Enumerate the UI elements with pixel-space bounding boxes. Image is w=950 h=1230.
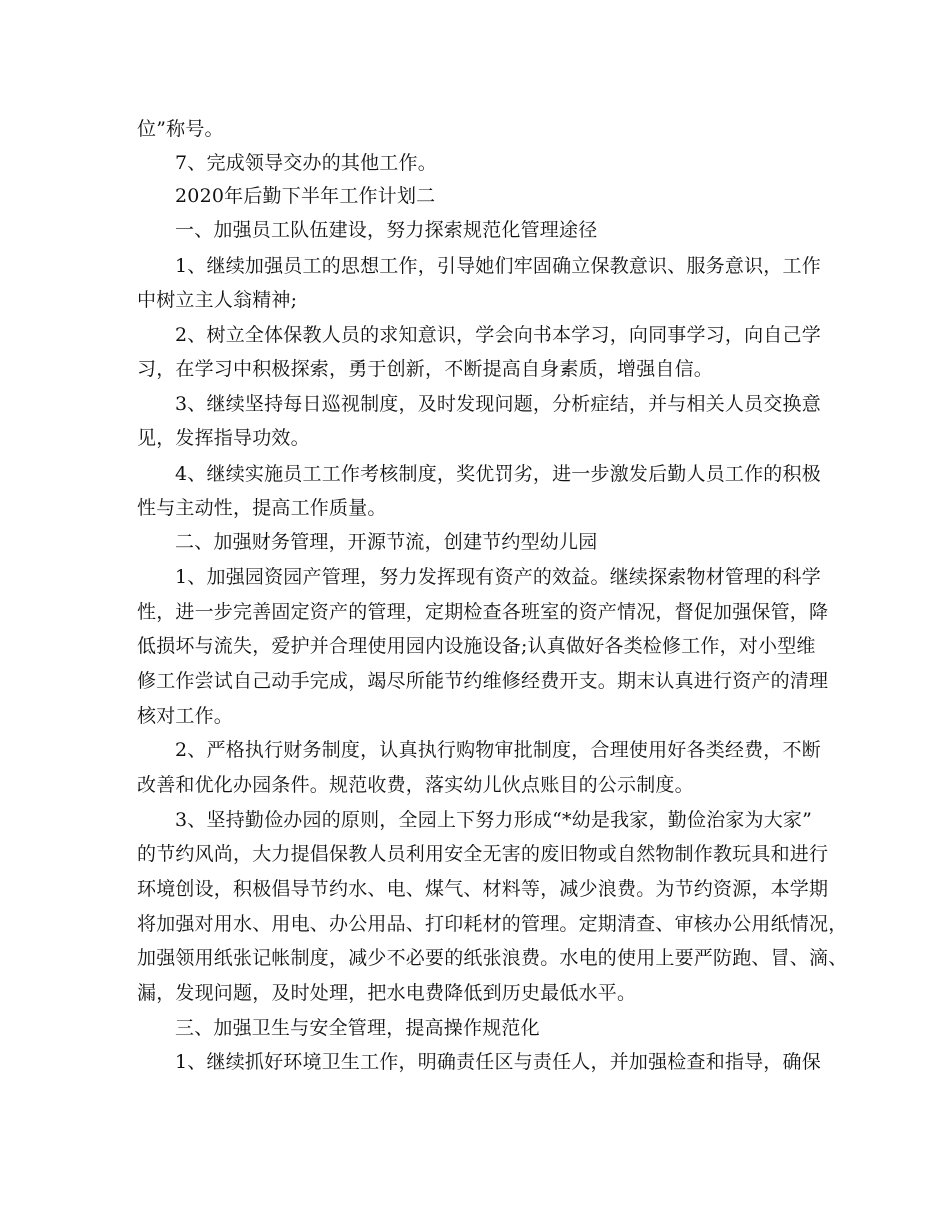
paragraph-line: 修工作尝试自己动手完成，竭尽所能节约维修经费开支。期末认真进行资产的清理 <box>137 670 829 692</box>
paragraph-line: 1、加强园资园产管理，努力发挥现有资产的效益。继续探索物材管理的科学 <box>175 566 821 588</box>
paragraph-line: 漏，发现问题，及时处理，把水电费降低到历史最低水平。 <box>137 982 637 1004</box>
paragraph-line: 改善和优化办园条件。规范收费，落实幼儿伙点账目的公示制度。 <box>137 774 694 796</box>
paragraph-line: 3、继续坚持每日巡视制度，及时发现问题，分析症结，并与相关人员交换意 <box>175 393 821 415</box>
paragraph-line: 性与主动性，提高工作质量。 <box>137 497 387 519</box>
section-heading: 二、加强财务管理，开源节流，创建节约型幼儿园 <box>175 531 598 553</box>
section-title: 2020年后勤下半年工作计划二 <box>175 185 436 207</box>
paragraph-line: 2、树立全体保教人员的求知意识，学会向书本学习，向同事学习，向自己学 <box>175 324 821 346</box>
paragraph-line: 1、继续加强员工的思想工作，引导她们牢固确立保教意识、服务意识，工作 <box>175 255 821 277</box>
paragraph-line: 见，发挥指导功效。 <box>137 427 310 449</box>
paragraph-line: 环境创设，积极倡导节约水、电、煤气、材料等，减少浪费。为节约资源，本学期 <box>137 878 829 900</box>
paragraph-line: 中树立主人翁精神; <box>137 289 298 311</box>
section-heading: 一、加强员工队伍建设，努力探索规范化管理途径 <box>175 219 598 241</box>
text-line: 位”称号。 <box>137 118 224 140</box>
paragraph-line: 性，进一步完善固定资产的管理，定期检查各班室的资产情况，督促加强保管，降 <box>137 601 829 623</box>
paragraph-line: 将加强对用水、用电、办公用品、打印耗材的管理。定期清查、审核办公用纸情况， <box>137 913 848 935</box>
paragraph-line: 4、继续实施员工工作考核制度，奖优罚劣，进一步激发后勤人员工作的积极 <box>175 463 821 485</box>
paragraph-line: 加强领用纸张记帐制度，减少不必要的纸张浪费。水电的使用上要严防跑、冒、滴、 <box>137 947 848 969</box>
paragraph-line: 低损坏与流失，爱护并合理使用园内设施设备;认真做好各类检修工作，对小型维 <box>137 635 816 657</box>
paragraph-line: 1、继续抓好环境卫生工作，明确责任区与责任人，并加强检查和指导，确保 <box>175 1051 821 1073</box>
paragraph-line: 2、严格执行财务制度，认真执行购物审批制度，合理使用好各类经费，不断 <box>175 739 821 761</box>
list-item: 7、完成领导交办的其他工作。 <box>175 152 437 174</box>
paragraph-line: 习，在学习中积极探索，勇于创新，不断提高自身素质，增强自信。 <box>137 358 714 380</box>
paragraph-line: 的节约风尚，大力提倡保教人员利用安全无害的废旧物或自然物制作教玩具和进行 <box>137 843 829 865</box>
section-heading: 三、加强卫生与安全管理，提高操作规范化 <box>175 1017 540 1039</box>
paragraph-line: 核对工作。 <box>137 705 234 727</box>
paragraph-line: 3、坚持勤俭办园的原则，全园上下努力形成“*幼是我家，勤俭治家为大家” <box>175 809 813 831</box>
